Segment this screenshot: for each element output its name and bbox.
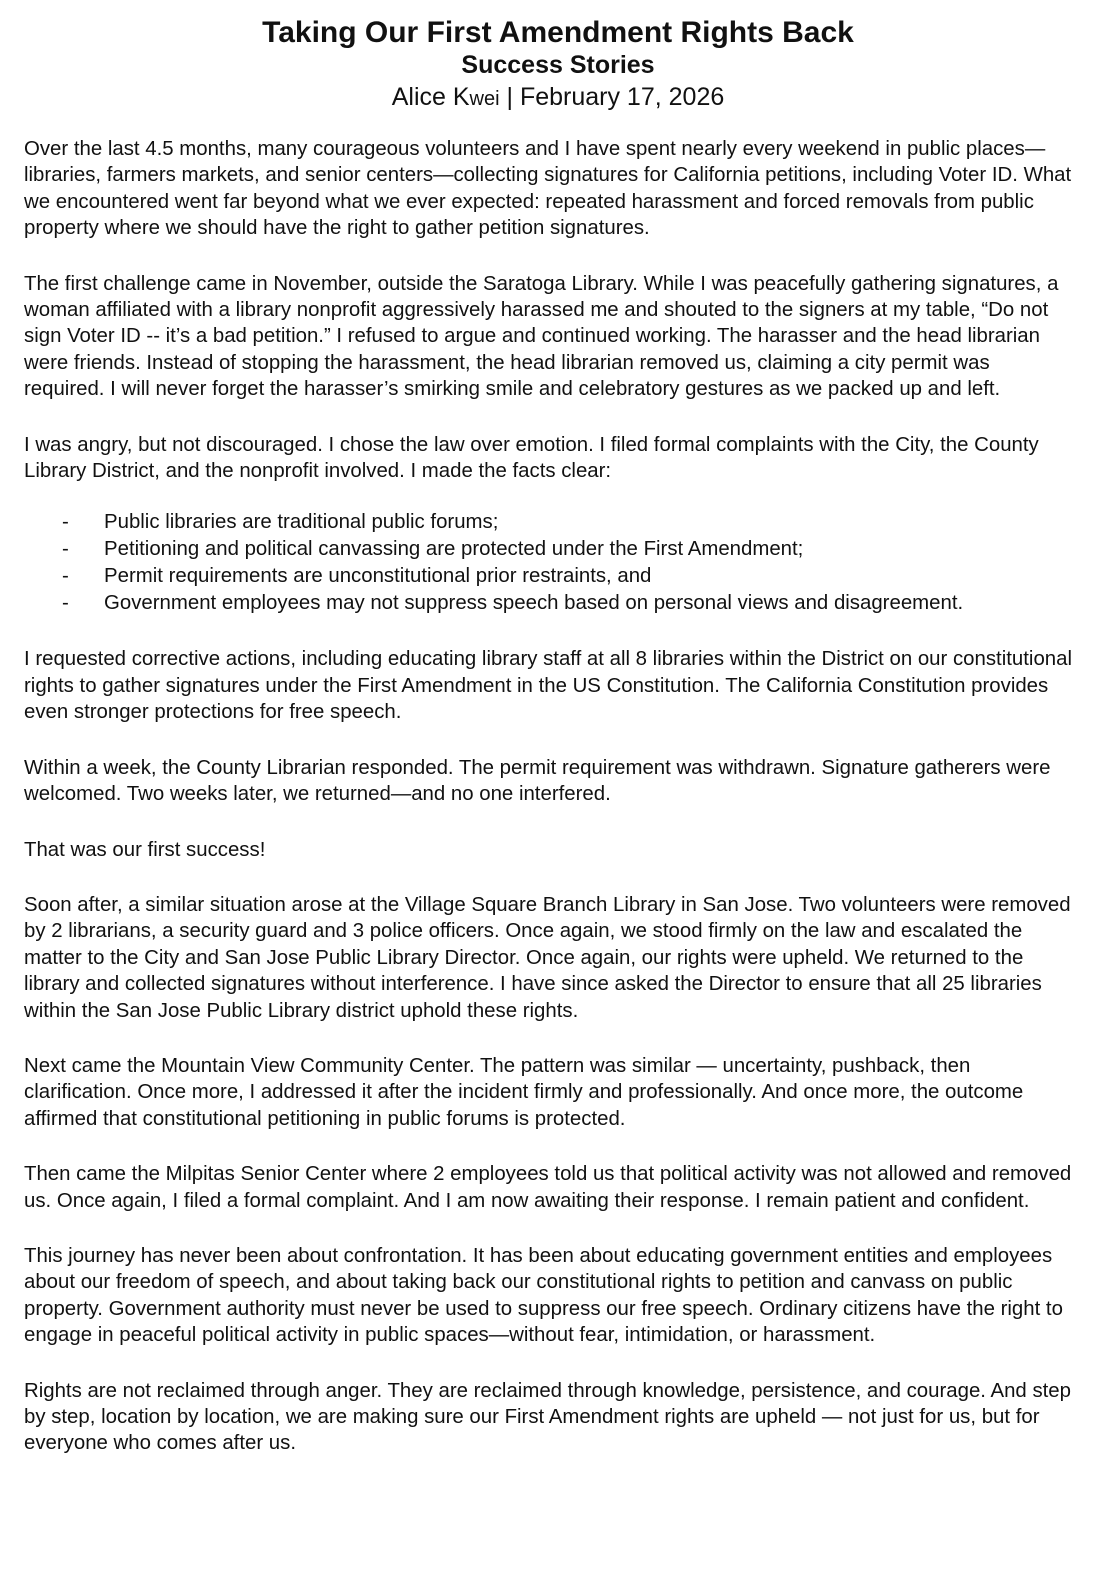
paragraph: Rights are not reclaimed through anger. They are reclaimed through knowledge, persistence, and courage. And step by step, location by location, we are making sure our First Amendment rights are upheld — not just for us, but for everyone who comes after us.	[24, 1379, 1071, 1455]
author-name-suffix: wei	[469, 88, 500, 110]
paragraph: Next came the Mountain View Community Center. The pattern was similar — uncertainty, pushback, then clarification. Once more, I addressed it after the incident firmly and professionally. And once more, the outcome affirmed that constitutional petitioning in public forums is protected.	[24, 1054, 1024, 1130]
list-marker: -	[62, 511, 69, 534]
list-item	[24, 563, 1072, 590]
paragraph: The first challenge came in November, outside the Saratoga Library. While I was peacefully gathering signatures, a woman affiliated with a library nonprofit aggressively harassed me and shouted to the signers at my table, “Do not sign Voter ID -- it’s a bad petition.” I refused to argue and continued working. The harasser and the head librarian were friends. Instead of stopping the harassment, the head librarian removed us, claiming a city permit was required. I will never forget the harasser’s smirking smile and celebratory gestures as we packed up and left.	[24, 272, 1059, 401]
paragraph: Soon after, a similar situation arose at the Village Square Branch Library in San Jose. Two volunteers were removed by 2 librarians, a security guard and 3 police officers. Once again, we stood firmly on the law and escalated the matter to the City and San Jose Public Library Director. Once again, our rights were upheld. We returned to the library and collected signatures without interference. I have since asked the Director to ensure that all 25 libraries within the San Jose Public Library district uphold these rights.	[24, 893, 1071, 1022]
byline	[44, 80, 1072, 116]
paragraph: Over the last 4.5 months, many courageous volunteers and I have spent nearly every weekend in public places—libraries, farmers markets, and senior centers—collecting signatures for California petitions, including Voter ID. What we encountered went far beyond what we ever expected: repeated harassment and forced removals from public property where we should have the right to gather petition signatures.	[24, 138, 1072, 240]
document-title: Taking Our First Amendment Rights Back	[262, 16, 854, 49]
list-item-text: Petitioning and political canvassing are protected under the First Amendment;	[104, 538, 804, 561]
list-item	[24, 536, 1072, 563]
document-header	[44, 16, 1072, 116]
paragraph: I requested corrective actions, including educating library staff at all 8 libraries within the District on our constitutional rights to gather signatures under the First Amendment in the US Constitution. The California Constitution provides even stronger protections for free speech.	[24, 648, 1072, 724]
list-marker: -	[62, 538, 69, 561]
list-item-text: Public libraries are traditional public forums;	[104, 511, 499, 534]
paragraph: I was angry, but not discouraged. I chose the law over emotion. I filed formal complaints with the City, the County Library District, and the nonprofit involved. I made the facts clear:	[24, 433, 1039, 483]
author-name: Alice K	[391, 83, 470, 111]
list-item	[24, 590, 1072, 617]
paragraph: This journey has never been about confrontation. It has been about educating government entities and employees about our freedom of speech, and about taking back our constitutional rights to petition and canvass on public property. Government authority must never be used to suppress our free speech. Ordinary citizens have the right to engage in peaceful political activity in public spaces—without fear, intimidation, or harassment.	[24, 1244, 1063, 1347]
list-item	[24, 509, 1072, 536]
rights-list	[24, 509, 1072, 617]
paragraph: Within a week, the County Librarian responded. The permit requirement was withdrawn. Signature gatherers were welcomed. Two weeks later, we returned—and no one interfered.	[24, 756, 1051, 806]
document-subtitle: Success Stories	[461, 51, 655, 79]
list-item-text: Government employees may not suppress speech based on personal views and disagreement.	[104, 592, 964, 615]
document-body	[24, 136, 1072, 1457]
list-item-text: Permit requirements are unconstitutional prior restraints, and	[104, 565, 652, 588]
paragraph: Then came the Milpitas Senior Center where 2 employees told us that political activity was not allowed and removed us. Once again, I filed a formal complaint. And I am now awaiting their response. I remain patient and confident.	[24, 1163, 1072, 1212]
paragraph: That was our first success!	[24, 838, 266, 861]
list-marker: -	[62, 592, 69, 615]
list-marker: -	[62, 565, 69, 588]
publish-date: February 17, 2026	[519, 83, 725, 111]
byline-separator: |	[499, 83, 520, 111]
